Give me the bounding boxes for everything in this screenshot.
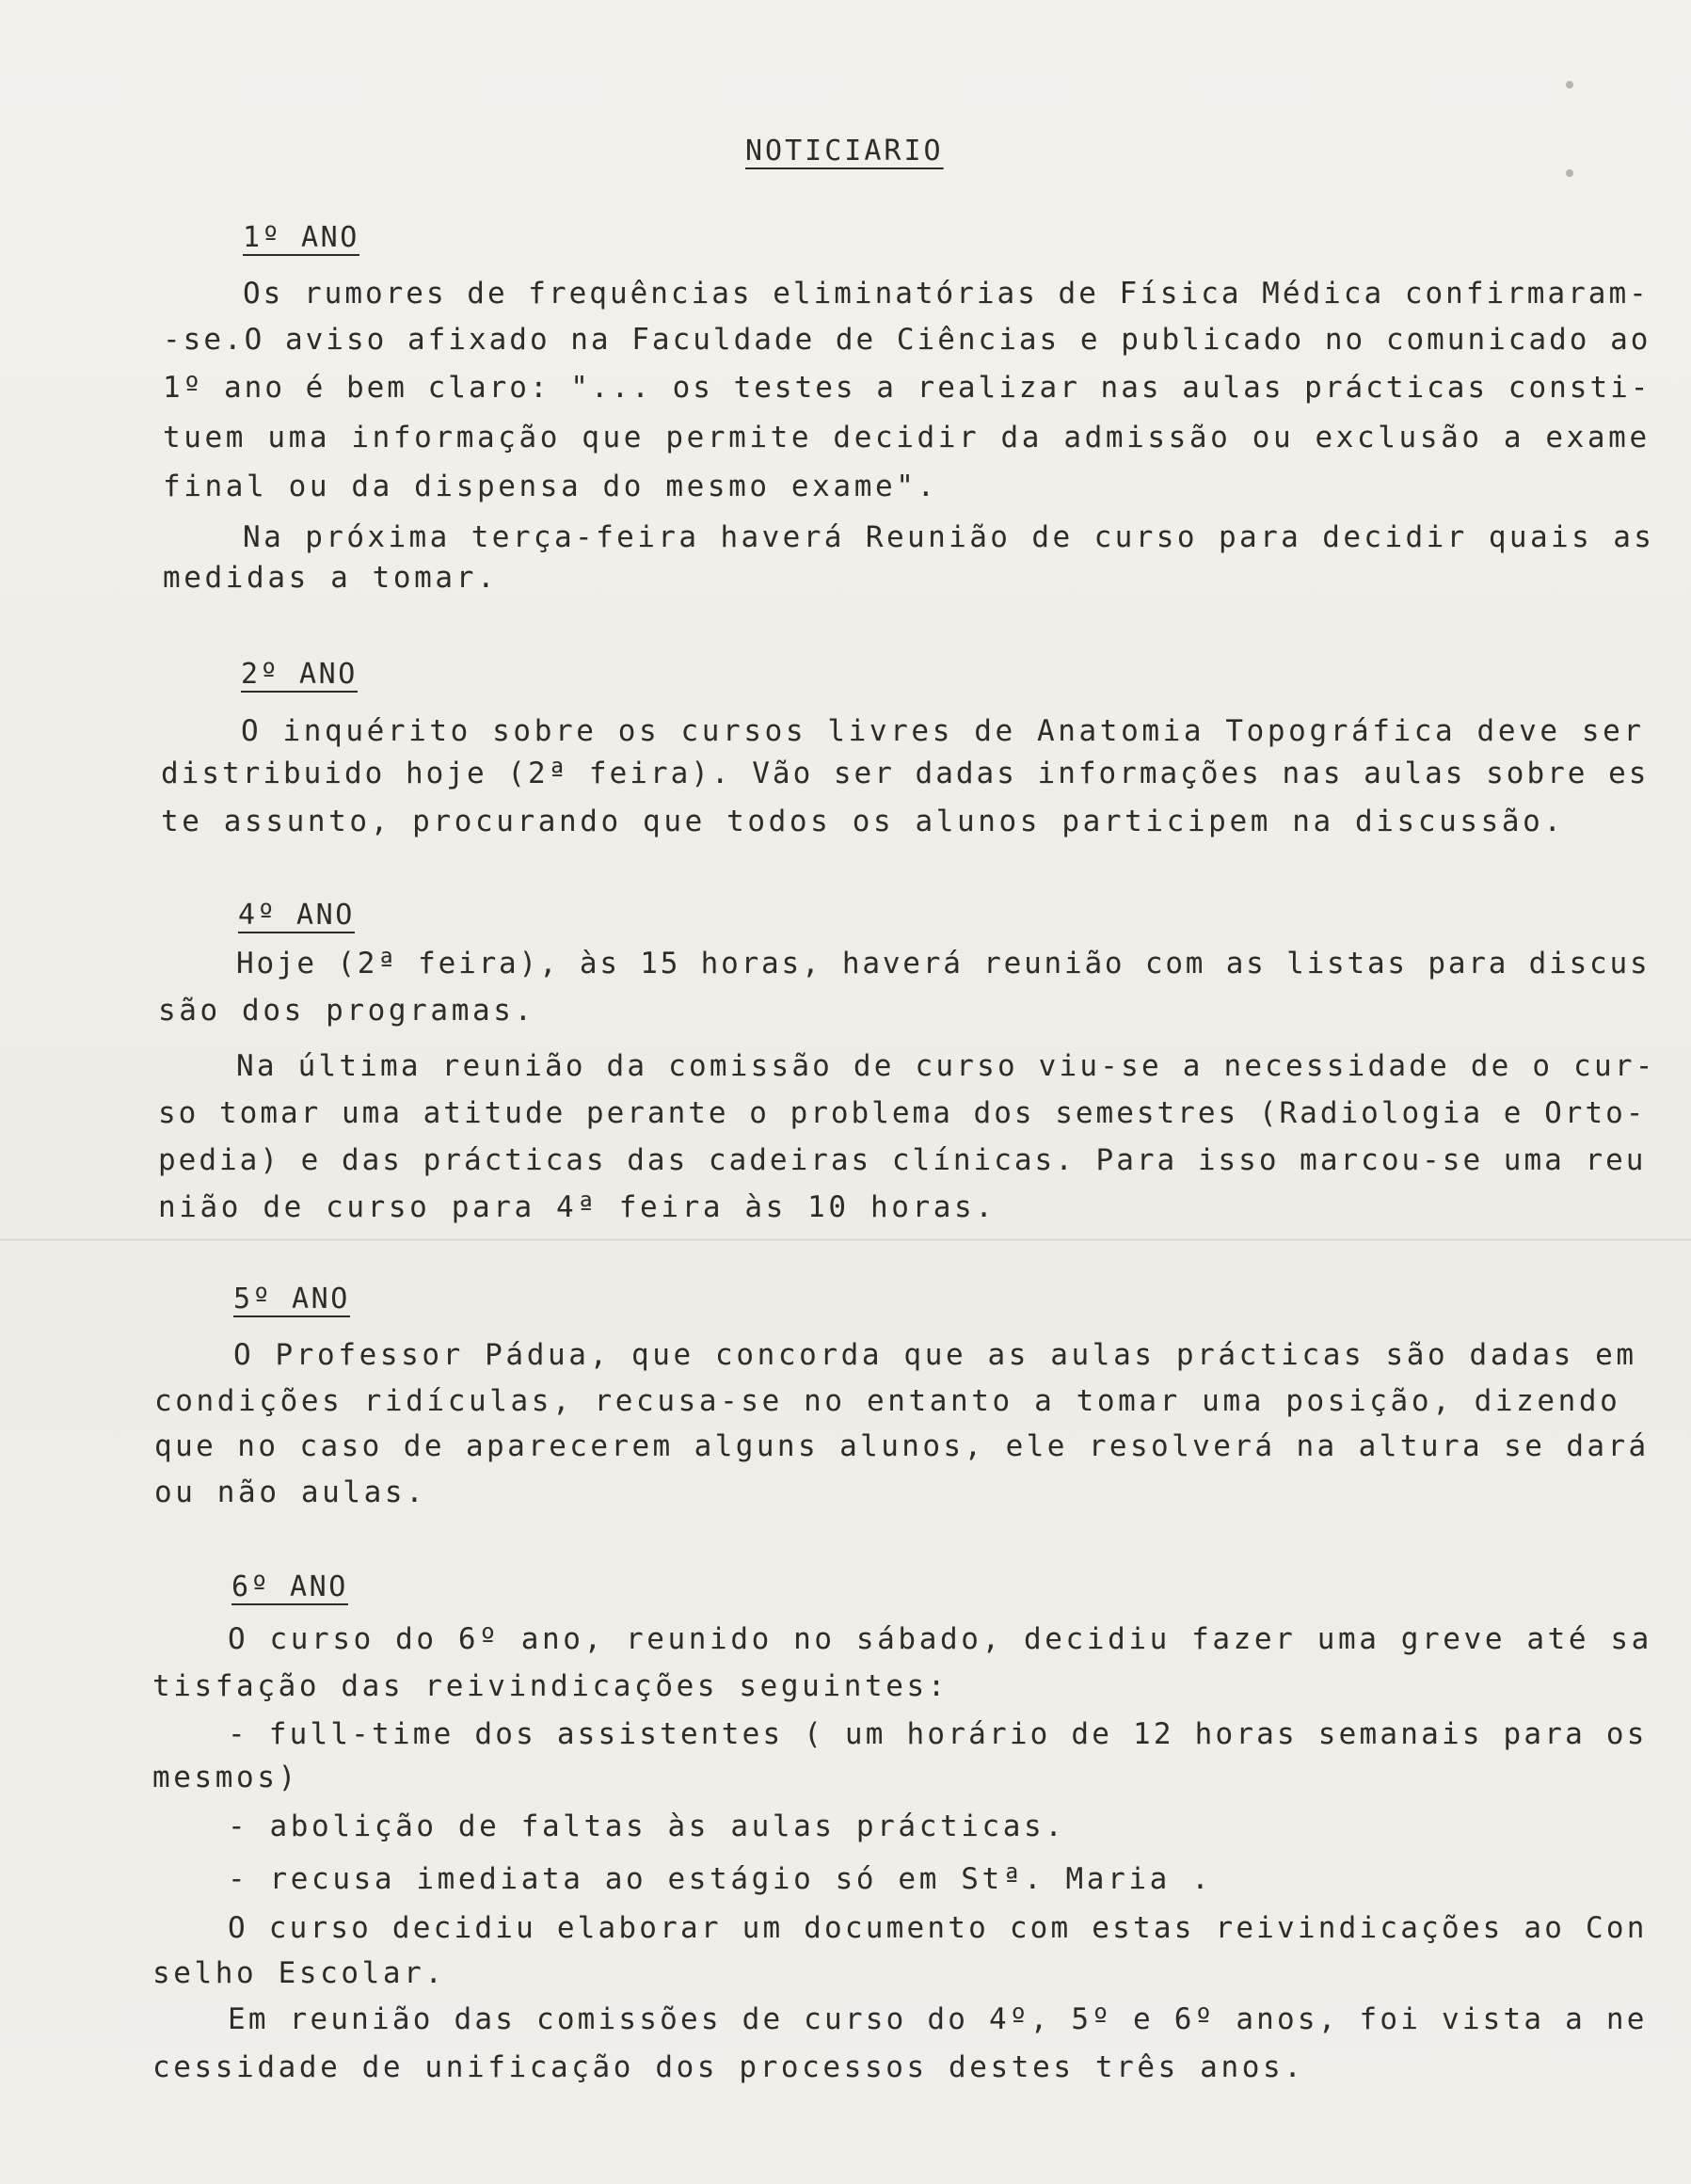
paragraph-line: - full-time dos assistentes ( um horário de 12 horas semanais para os: [228, 1717, 1648, 1751]
paragraph-line: mesmos): [152, 1761, 299, 1794]
paragraph-line: são dos programas.: [158, 994, 535, 1028]
paper-fold-crease: [0, 1238, 1691, 1241]
paragraph-line: so tomar uma atitude perante o problema dos semestres (Radiologia e Orto-: [158, 1096, 1647, 1130]
staple-hole: [1566, 169, 1573, 177]
paragraph-line: O curso decidiu elaborar um documento com estas reivindicações ao Con: [228, 1911, 1648, 1945]
paragraph-line: condições ridículas, recusa-se no entanto a tomar uma posição, dizendo: [154, 1384, 1621, 1418]
paragraph-line: selho Escolar.: [152, 1956, 446, 1990]
paragraph-line: O curso do 6º ano, reunido no sábado, decidiu fazer uma greve até sa: [228, 1622, 1652, 1656]
paragraph-line: medidas a tomar.: [163, 561, 499, 595]
section-heading-4-ano: 4º ANO: [238, 899, 355, 932]
staple-hole: [1566, 81, 1573, 88]
paragraph-line: 1º ano é bem claro: "... os testes a realizar nas aulas prácticas consti-: [163, 371, 1651, 405]
paragraph-line: distribuido hoje (2ª feira). Vão ser dadas informações nas aulas sobre es: [161, 757, 1650, 790]
paragraph-line: nião de curso para 4ª feira às 10 horas.: [158, 1190, 997, 1224]
paragraph-line: -se.O aviso afixado na Faculdade de Ciências e publicado no comunicado ao: [163, 323, 1651, 357]
paragraph-line: O inquérito sobre os cursos livres de Anatomia Topográfica deve ser: [241, 714, 1645, 748]
section-heading-1-ano: 1º ANO: [243, 221, 359, 254]
paragraph-line: Os rumores de frequências eliminatórias de Física Médica confirmaram-: [243, 277, 1650, 311]
paragraph-line: Na última reunião da comissão de curso viu-se a necessidade de o cur-: [236, 1049, 1656, 1083]
paragraph-line: tisfação das reivindicações seguintes:: [152, 1669, 949, 1703]
paragraph-line: tuem uma informação que permite decidir da admissão ou exclusão a exame: [163, 421, 1651, 454]
paragraph-line: Hoje (2ª feira), às 15 horas, haverá reunião com as listas para discus: [236, 947, 1651, 980]
paragraph-line: Na próxima terça-feira haverá Reunião de curso para decidir quais as: [243, 520, 1655, 554]
paragraph-line: - abolição de faltas às aulas prácticas.: [228, 1809, 1066, 1843]
paragraph-line: cessidade de unificação dos processos destes três anos.: [152, 2050, 1305, 2084]
section-heading-2-ano: 2º ANO: [241, 658, 358, 691]
section-heading-5-ano: 5º ANO: [233, 1283, 350, 1315]
section-heading-6-ano: 6º ANO: [231, 1570, 348, 1603]
paragraph-line: pedia) e das prácticas das cadeiras clínicas. Para isso marcou-se uma reu: [158, 1143, 1647, 1177]
paragraph-line: ou não aulas.: [154, 1475, 427, 1509]
paragraph-line: Em reunião das comissões de curso do 4º, 5º e 6º anos, foi vista a ne: [228, 2002, 1648, 2036]
paragraph-line: O Professor Pádua, que concorda que as aulas prácticas são dadas em: [233, 1338, 1637, 1372]
paragraph-line: que no caso de aparecerem alguns alunos, ele resolverá na altura se dará: [154, 1429, 1650, 1463]
paragraph-line: final ou da dispensa do mesmo exame".: [163, 470, 938, 503]
paragraph-line: - recusa imediata ao estágio só em Stª. Maria .: [228, 1862, 1213, 1896]
paragraph-line: te assunto, procurando que todos os alunos participem na discussão.: [161, 805, 1565, 838]
page-title: NOTICIARIO: [745, 135, 944, 167]
